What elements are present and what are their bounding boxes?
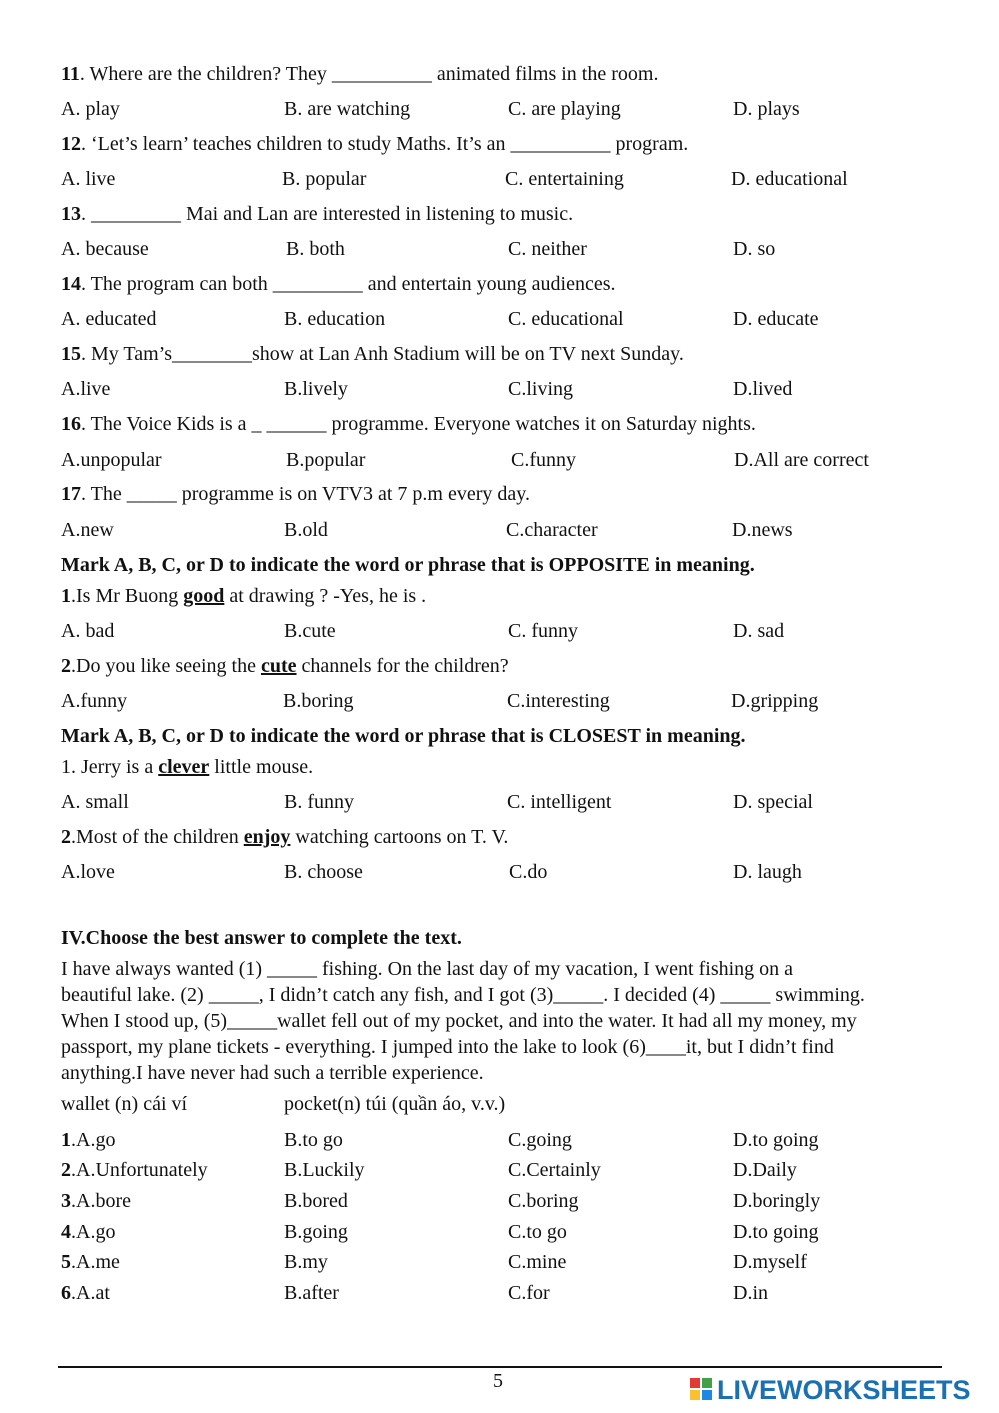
footer-divider	[58, 1366, 942, 1368]
section-iv-question-6	[61, 1281, 961, 1305]
opposite-question-2: 2.Do you like seeing the cute channels for the children?	[61, 655, 509, 677]
option-c[interactable]: C. funny	[508, 620, 578, 642]
section-iv-question-1	[61, 1128, 961, 1152]
vocab-wallet: wallet (n) cái ví	[61, 1093, 188, 1115]
question-16-options	[61, 448, 961, 472]
closest-question-2: 2.Most of the children enjoy watching cartoons on T. V.	[61, 826, 509, 848]
option-a[interactable]: A. small	[61, 791, 129, 813]
question-13-options	[61, 237, 961, 261]
option-d[interactable]: D.boringly	[733, 1190, 821, 1212]
keyword: good	[183, 585, 225, 607]
question-14: 14. The program can both _________ and entertain young audiences.	[61, 273, 616, 295]
passage-line: passport, my plane tickets - everything. I jumped into the lake to look (6)____it, but I didn’t find	[61, 1036, 834, 1058]
option-d[interactable]: D. special	[733, 791, 813, 813]
option-a[interactable]: 2.A.Unfortunately	[61, 1159, 208, 1181]
option-a[interactable]: 5.A.me	[61, 1251, 120, 1273]
option-b[interactable]: B. popular	[282, 168, 367, 190]
option-a[interactable]: 4.A.go	[61, 1221, 116, 1243]
option-d[interactable]: D. educational	[731, 168, 848, 190]
option-c[interactable]: C.funny	[511, 449, 576, 471]
option-d[interactable]: D.in	[733, 1282, 768, 1304]
option-b[interactable]: B. education	[284, 308, 386, 330]
option-a[interactable]: A.new	[61, 519, 114, 541]
option-d[interactable]: D.to going	[733, 1221, 819, 1243]
closest-heading: Mark A, B, C, or D to indicate the word or phrase that is CLOSEST in meaning.	[61, 725, 746, 747]
option-d[interactable]: D.to going	[733, 1129, 819, 1151]
liveworksheets-logo[interactable]	[690, 1375, 971, 1405]
option-d[interactable]: D. plays	[733, 98, 800, 120]
option-b[interactable]: B.my	[284, 1251, 328, 1273]
passage-line: beautiful lake. (2) _____, I didn’t catch any fish, and I got (3)_____. I decided (4) _____ swimming.	[61, 984, 865, 1006]
section-iv-question-4	[61, 1220, 961, 1244]
option-a[interactable]: A. live	[61, 168, 116, 190]
opposite-question-1-options	[61, 619, 961, 643]
option-c[interactable]: C. neither	[508, 238, 587, 260]
option-a[interactable]: A. educated	[61, 308, 157, 330]
question-12: 12. ‘Let’s learn’ teaches children to study Maths. It’s an __________ program.	[61, 133, 689, 155]
question-11: 11. Where are the children? They __________ animated films in the room.	[61, 63, 659, 85]
closest-question-2-options	[61, 860, 961, 884]
vocab-pocket: pocket(n) túi (quần áo, v.v.)	[284, 1093, 506, 1115]
option-a[interactable]: A.unpopular	[61, 449, 162, 471]
liveworksheets-logo-icon	[690, 1378, 714, 1402]
option-c[interactable]: C.Certainly	[508, 1159, 601, 1181]
option-c[interactable]: C.for	[508, 1282, 550, 1304]
option-b[interactable]: B.bored	[284, 1190, 348, 1212]
question-17: 17. The _____ programme is on VTV3 at 7 p.m every day.	[61, 483, 530, 505]
closest-question-1-options	[61, 790, 961, 814]
option-b[interactable]: B.Luckily	[284, 1159, 365, 1181]
option-c[interactable]: C.do	[509, 861, 548, 883]
option-d[interactable]: D.All are correct	[734, 449, 869, 471]
passage-line: When I stood up, (5)_____wallet fell out of my pocket, and into the water. It had all my money, my	[61, 1010, 857, 1032]
keyword: clever	[158, 756, 210, 778]
option-c[interactable]: C. intelligent	[507, 791, 612, 813]
passage-line: I have always wanted (1) _____ fishing. On the last day of my vacation, I went fishing on a	[61, 958, 794, 980]
closest-question-1: 1. Jerry is a clever little mouse.	[61, 756, 314, 778]
option-a[interactable]: A.love	[61, 861, 115, 883]
option-c[interactable]: C. are playing	[508, 98, 621, 120]
option-d[interactable]: D.Daily	[733, 1159, 797, 1181]
vocabulary-notes	[61, 1092, 661, 1116]
keyword: cute	[260, 655, 297, 677]
keyword: enjoy	[243, 826, 291, 848]
option-d[interactable]: D. sad	[733, 620, 785, 642]
option-a[interactable]: A. bad	[61, 620, 115, 642]
option-c[interactable]: C.boring	[508, 1190, 579, 1212]
opposite-question-1: 1.Is Mr Buong good at drawing ? -Yes, he is .	[61, 585, 427, 607]
option-d[interactable]: D. laugh	[733, 861, 802, 883]
opposite-heading: Mark A, B, C, or D to indicate the word or phrase that is OPPOSITE in meaning.	[61, 554, 755, 576]
option-b[interactable]: B.to go	[284, 1129, 343, 1151]
option-d[interactable]: D.lived	[733, 378, 793, 400]
question-15: 15. My Tam’s________show at Lan Anh Stadium will be on TV next Sunday.	[61, 343, 684, 365]
section-iv-question-5	[61, 1250, 961, 1274]
option-b[interactable]: B.old	[284, 519, 328, 541]
option-c[interactable]: C.mine	[508, 1251, 567, 1273]
option-b[interactable]: B.cute	[284, 620, 336, 642]
option-c[interactable]: C. educational	[508, 308, 624, 330]
option-b[interactable]: B.boring	[283, 690, 354, 712]
option-c[interactable]: C.living	[508, 378, 574, 400]
question-14-options	[61, 307, 961, 331]
question-15-options	[61, 377, 961, 401]
option-d[interactable]: D. educate	[733, 308, 819, 330]
option-b[interactable]: B. are watching	[284, 98, 411, 120]
option-a[interactable]: 6.A.at	[61, 1282, 110, 1304]
option-b[interactable]: B. both	[286, 238, 345, 260]
question-11-options	[61, 97, 961, 121]
option-c[interactable]: C.interesting	[507, 690, 610, 712]
option-b[interactable]: B.after	[284, 1282, 339, 1304]
question-13: 13. _________ Mai and Lan are interested in listening to music.	[61, 203, 574, 225]
option-a[interactable]: A.live	[61, 378, 111, 400]
option-c[interactable]: C. entertaining	[505, 168, 624, 190]
option-c[interactable]: C.character	[506, 519, 598, 541]
question-17-options	[61, 518, 961, 542]
section-iv-question-3	[61, 1189, 961, 1213]
option-a[interactable]: A. play	[61, 98, 120, 120]
option-a[interactable]: 3.A.bore	[61, 1190, 131, 1212]
option-b[interactable]: B. choose	[284, 861, 363, 883]
option-d[interactable]: D.news	[732, 519, 793, 541]
option-d[interactable]: D.gripping	[731, 690, 819, 712]
section-iv-question-2	[61, 1158, 961, 1182]
opposite-question-2-options	[61, 689, 961, 713]
option-c[interactable]: C.to go	[508, 1221, 567, 1243]
page-number: 5	[493, 1370, 503, 1392]
logo-text: LIVEWORKSHEETS	[717, 1374, 971, 1405]
option-b[interactable]: B.popular	[286, 449, 366, 471]
option-b[interactable]: B.lively	[284, 378, 348, 400]
option-d[interactable]: D.myself	[733, 1251, 807, 1273]
option-a[interactable]: 1.A.go	[61, 1129, 116, 1151]
question-16: 16. The Voice Kids is a _ ______ programme. Everyone watches it on Saturday nights.	[61, 413, 756, 435]
section-iv-heading: IV.Choose the best answer to complete the text.	[61, 927, 462, 949]
option-d[interactable]: D. so	[733, 238, 776, 260]
option-b[interactable]: B. funny	[284, 791, 354, 813]
option-c[interactable]: C.going	[508, 1129, 572, 1151]
option-b[interactable]: B.going	[284, 1221, 348, 1243]
reading-passage	[61, 956, 951, 1086]
passage-line: anything.I have never had such a terrible experience.	[61, 1062, 484, 1084]
option-a[interactable]: A.funny	[61, 690, 128, 712]
question-12-options	[61, 167, 961, 191]
option-a[interactable]: A. because	[61, 238, 149, 260]
